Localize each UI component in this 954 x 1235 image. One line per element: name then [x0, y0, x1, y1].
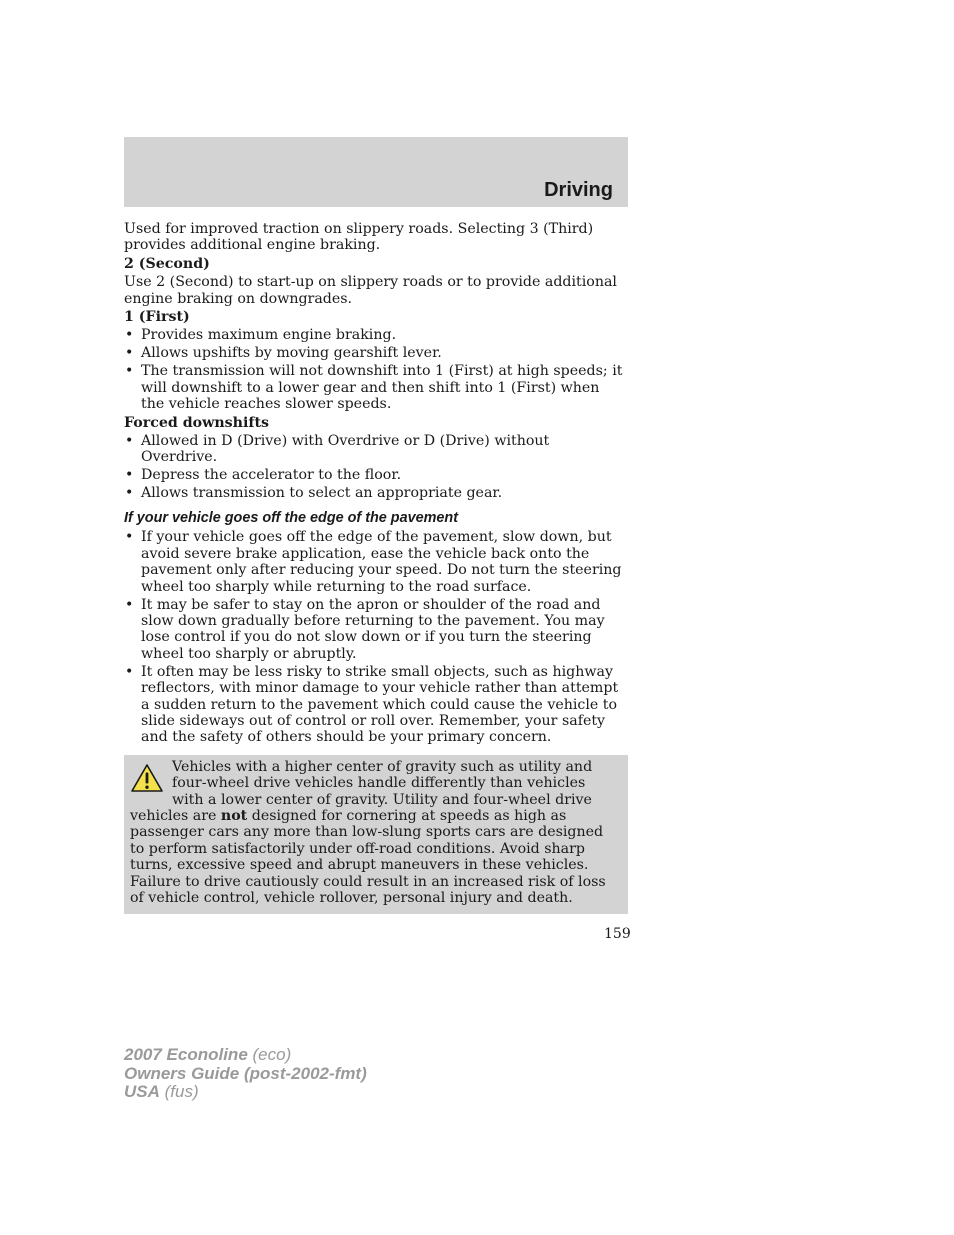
- list-item: • Depress the accelerator to the floor.: [124, 467, 624, 483]
- section-title: Driving: [544, 179, 613, 201]
- footer-guide: Owners Guide (post-2002-fmt): [124, 1063, 367, 1083]
- warning-text-start: Vehicles with a higher center of gravity such as utility and four-wheel drive vehicles handle differently than vehicles with a lower center of gravity. Utility and four-wheel drive vehicles are: [130, 758, 593, 824]
- list-item: • Provides maximum engine braking.: [124, 327, 624, 343]
- forced-downshifts-list: [124, 433, 624, 502]
- forced-downshifts-heading: Forced downshifts: [124, 414, 270, 431]
- warning-emphasis: not: [220, 807, 248, 824]
- warning-text: [130, 759, 620, 907]
- second-gear-heading: 2 (Second): [124, 255, 210, 272]
- pavement-list: [124, 529, 624, 745]
- list-item: • Allows transmission to select an appropriate gear.: [124, 485, 624, 501]
- list-item: • The transmission will not downshift into 1 (First) at high speeds; it will downshift to a lower gear and then shift into 1 (First) when the vehicle reaches slower speeds.: [124, 363, 624, 412]
- footer-line-model: [124, 1046, 367, 1065]
- footer-market: USA: [124, 1082, 160, 1101]
- footer-model-code: (eco): [247, 1045, 292, 1064]
- first-gear-list: [124, 327, 624, 412]
- footer-line-guide: [124, 1065, 367, 1084]
- footer-line-market: [124, 1083, 367, 1102]
- list-item: • It may be safer to stay on the apron or shoulder of the road and slow down gradually before returning to the pavement. You may lose control if you do not slow down or if you turn the steering wheel too sharply or abruptly.: [124, 597, 624, 663]
- warning-triangle-icon: [130, 763, 164, 793]
- footer: [124, 1046, 367, 1102]
- page-number: 159: [604, 926, 631, 942]
- warning-text-end: designed for cornering at speeds as high as passenger cars any more than low-slung sports cars are designed to perform satisfactorily under off-road conditions. Avoid sharp turns, excessive speed and abrupt maneuvers in these vehicles. Failure to drive cautiously could result in an increased risk of loss of vehicle control, vehicle rollover, personal injury and death.: [130, 807, 606, 906]
- list-item: • Allowed in D (Drive) with Overdrive or D (Drive) without Overdrive.: [124, 433, 624, 466]
- page-content: [124, 221, 624, 914]
- first-gear-heading: 1 (First): [124, 309, 190, 326]
- list-item: • If your vehicle goes off the edge of the pavement, slow down, but avoid severe brake application, ease the vehicle back onto the pavement only after reducing your speed. Do not turn the steering wheel too sharply while returning to the road surface.: [124, 529, 624, 595]
- header-band: [124, 137, 628, 207]
- intro-paragraph: Used for improved traction on slippery roads. Selecting 3 (Third) provides additional engine braking.: [124, 221, 594, 254]
- list-item: • It often may be less risky to strike small objects, such as highway reflectors, with minor damage to your vehicle rather than attempt a sudden return to the pavement which could cause the vehicle to slide sideways out of control or roll over. Remember, your safety and the safety of others should be your primary concern.: [124, 664, 624, 746]
- list-item: • Allows upshifts by moving gearshift lever.: [124, 345, 624, 361]
- pavement-section-heading: If your vehicle goes off the edge of the pavement: [124, 509, 458, 526]
- warning-box: [124, 755, 628, 915]
- footer-market-code: (fus): [159, 1082, 199, 1101]
- second-gear-text: Use 2 (Second) to start-up on slippery roads or to provide additional engine braking on downgrades.: [124, 274, 617, 307]
- footer-model: 2007 Econoline: [124, 1045, 248, 1064]
